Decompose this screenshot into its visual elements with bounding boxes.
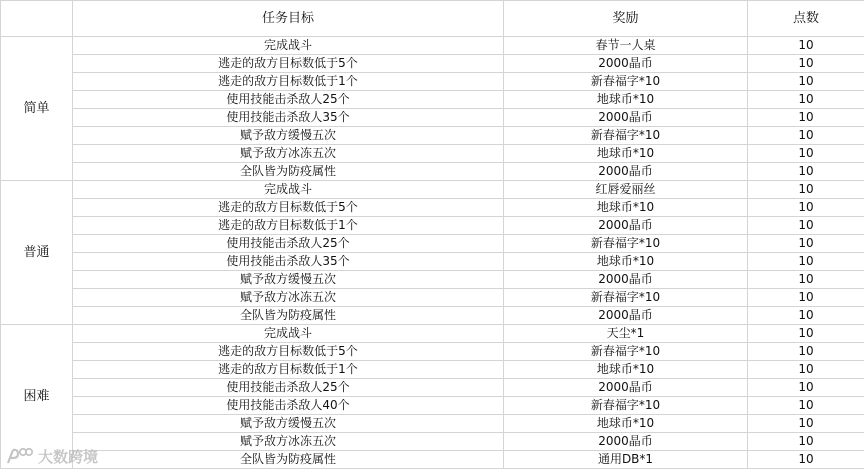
points-cell: 10 — [748, 55, 864, 73]
task-cell: 全队皆为防疫属性 — [73, 163, 504, 181]
points-cell: 10 — [748, 145, 864, 163]
points-cell: 10 — [748, 73, 864, 91]
points-cell: 10 — [748, 235, 864, 253]
task-cell: 使用技能击杀敌人25个 — [73, 379, 504, 397]
table-row — [1, 217, 864, 235]
reward-table-body — [1, 1, 864, 469]
reward-cell: 新春福字*10 — [504, 343, 748, 361]
points-cell: 10 — [748, 127, 864, 145]
table-row — [1, 433, 864, 451]
reward-cell: 2000晶币 — [504, 55, 748, 73]
reward-cell: 2000晶币 — [504, 109, 748, 127]
task-cell: 使用技能击杀敌人40个 — [73, 397, 504, 415]
table-row — [1, 163, 864, 181]
header-row — [1, 1, 864, 37]
points-cell: 10 — [748, 217, 864, 235]
task-cell: 逃走的敌方目标数低于1个 — [73, 73, 504, 91]
table-row — [1, 289, 864, 307]
table-row — [1, 91, 864, 109]
task-cell: 全队皆为防疫属性 — [73, 451, 504, 469]
header-reward: 奖励 — [504, 1, 748, 37]
points-cell: 10 — [748, 307, 864, 325]
difficulty-label: 简单 — [1, 37, 73, 181]
task-cell: 逃走的敌方目标数低于1个 — [73, 217, 504, 235]
table-row — [1, 127, 864, 145]
watermark — [4, 444, 98, 468]
reward-cell: 地球币*10 — [504, 361, 748, 379]
table-row — [1, 235, 864, 253]
reward-cell: 新春福字*10 — [504, 235, 748, 253]
reward-cell: 地球币*10 — [504, 253, 748, 271]
points-cell: 10 — [748, 361, 864, 379]
points-cell: 10 — [748, 433, 864, 451]
difficulty-label: 困难 — [1, 325, 73, 469]
reward-cell: 通用DB*1 — [504, 451, 748, 469]
task-cell: 完成战斗 — [73, 181, 504, 199]
task-cell: 使用技能击杀敌人35个 — [73, 253, 504, 271]
points-cell: 10 — [748, 451, 864, 469]
reward-cell: 新春福字*10 — [504, 289, 748, 307]
reward-cell: 2000晶币 — [504, 307, 748, 325]
reward-cell: 2000晶币 — [504, 379, 748, 397]
task-cell: 赋予敌方冰冻五次 — [73, 433, 504, 451]
task-cell: 全队皆为防疫属性 — [73, 307, 504, 325]
points-cell: 10 — [748, 199, 864, 217]
reward-cell: 地球币*10 — [504, 91, 748, 109]
table-row — [1, 55, 864, 73]
table-row — [1, 451, 864, 469]
points-cell: 10 — [748, 109, 864, 127]
reward-cell: 新春福字*10 — [504, 73, 748, 91]
points-cell: 10 — [748, 325, 864, 343]
table-row — [1, 181, 864, 199]
task-cell: 赋予敌方冰冻五次 — [73, 289, 504, 307]
reward-cell: 新春福字*10 — [504, 127, 748, 145]
points-cell: 10 — [748, 415, 864, 433]
difficulty-label: 普通 — [1, 181, 73, 325]
reward-cell: 2000晶币 — [504, 163, 748, 181]
table-row — [1, 307, 864, 325]
task-cell: 使用技能击杀敌人35个 — [73, 109, 504, 127]
points-cell: 10 — [748, 289, 864, 307]
reward-cell: 春节一人桌 — [504, 37, 748, 55]
reward-cell: 2000晶币 — [504, 433, 748, 451]
reward-cell: 地球币*10 — [504, 199, 748, 217]
task-cell: 使用技能击杀敌人25个 — [73, 235, 504, 253]
task-cell: 赋予敌方缓慢五次 — [73, 127, 504, 145]
reward-cell: 2000晶币 — [504, 217, 748, 235]
table-row — [1, 73, 864, 91]
table-row — [1, 343, 864, 361]
points-cell: 10 — [748, 379, 864, 397]
table-row — [1, 415, 864, 433]
task-cell: 逃走的敌方目标数低于5个 — [73, 55, 504, 73]
task-cell: 逃走的敌方目标数低于5个 — [73, 343, 504, 361]
points-cell: 10 — [748, 271, 864, 289]
watermark-logo-icon — [4, 446, 34, 466]
table-row — [1, 271, 864, 289]
points-cell: 10 — [748, 181, 864, 199]
task-cell: 完成战斗 — [73, 325, 504, 343]
task-cell: 完成战斗 — [73, 37, 504, 55]
reward-cell: 2000晶币 — [504, 271, 748, 289]
table-row — [1, 325, 864, 343]
table-row — [1, 361, 864, 379]
watermark-text: 大数跨境 — [38, 447, 99, 466]
table-row — [1, 145, 864, 163]
points-cell: 10 — [748, 37, 864, 55]
reward-cell: 天尘*1 — [504, 325, 748, 343]
reward-cell: 新春福字*10 — [504, 397, 748, 415]
table-row — [1, 253, 864, 271]
table-row — [1, 109, 864, 127]
reward-cell: 红唇爱丽丝 — [504, 181, 748, 199]
points-cell: 10 — [748, 91, 864, 109]
points-cell: 10 — [748, 163, 864, 181]
reward-cell: 地球币*10 — [504, 415, 748, 433]
task-cell: 赋予敌方缓慢五次 — [73, 415, 504, 433]
task-cell: 逃走的敌方目标数低于1个 — [73, 361, 504, 379]
header-group-corner — [1, 1, 73, 37]
table-row — [1, 379, 864, 397]
points-cell: 10 — [748, 253, 864, 271]
header-task: 任务目标 — [73, 1, 504, 37]
table-row — [1, 397, 864, 415]
task-cell: 赋予敌方缓慢五次 — [73, 271, 504, 289]
header-points: 点数 — [748, 1, 864, 37]
task-cell: 逃走的敌方目标数低于5个 — [73, 199, 504, 217]
points-cell: 10 — [748, 343, 864, 361]
task-cell: 赋予敌方冰冻五次 — [73, 145, 504, 163]
reward-cell: 地球币*10 — [504, 145, 748, 163]
table-row — [1, 199, 864, 217]
task-cell: 使用技能击杀敌人25个 — [73, 91, 504, 109]
table-row — [1, 37, 864, 55]
points-cell: 10 — [748, 397, 864, 415]
